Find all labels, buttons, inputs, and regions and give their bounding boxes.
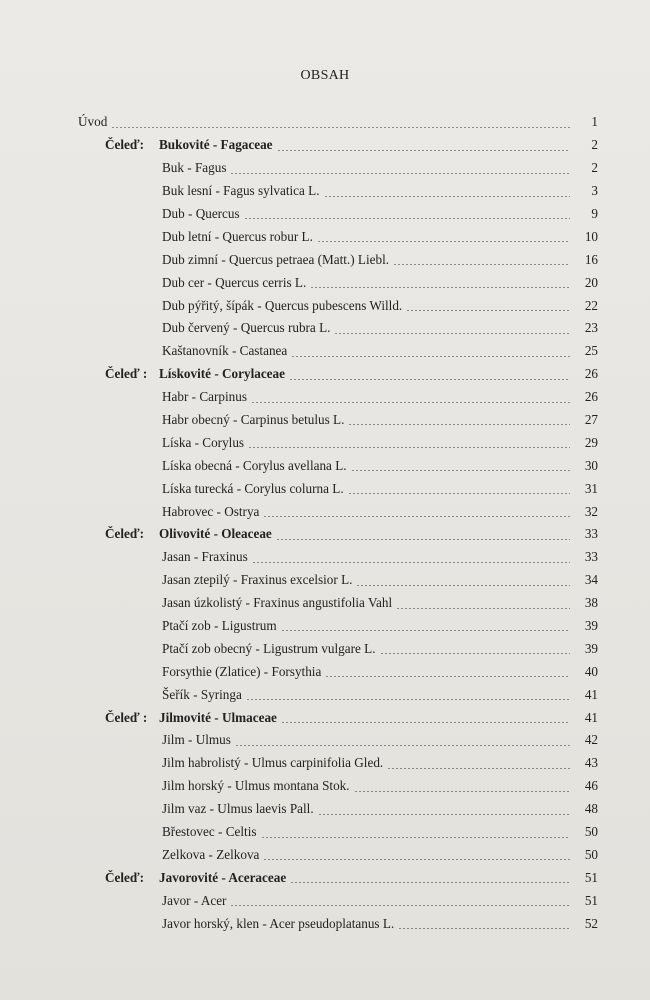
toc-family-prefix: Čeleď: [105, 137, 144, 153]
toc-entry-label-group [162, 572, 352, 588]
dot-leader [230, 905, 570, 906]
toc-page-number: 50 [584, 824, 598, 840]
toc-entry-label: Zelkova - Zelkova [162, 846, 260, 862]
toc-entry-label: Dub pýřitý, šípák - Quercus pubescens Willd. [162, 297, 403, 313]
toc-page-number: 41 [584, 709, 598, 725]
toc-page-number: 9 [591, 206, 598, 221]
toc-entry-label: Lískovité - Corylaceae [159, 366, 285, 382]
dot-leader [396, 608, 570, 609]
toc-entry-label: Jilmovité - Ulmaceae [159, 709, 277, 725]
toc-page-number: 33 [584, 549, 598, 565]
toc-page-number: 38 [584, 595, 598, 611]
toc-entry-label-group [162, 412, 344, 428]
toc-entry-row [78, 203, 598, 226]
dot-leader [325, 676, 570, 677]
toc-entry-row [78, 775, 598, 798]
toc-entry-row [78, 409, 598, 432]
toc-entry-label: Buk - Fagus [162, 160, 227, 176]
toc-entry-label: Olivovité - Oleaceae [159, 526, 272, 542]
toc-entry-row [78, 180, 598, 203]
toc-entry-label: Dub zimní - Quercus petraea (Matt.) Liebl. [162, 251, 390, 267]
toc-entry-row [78, 798, 598, 821]
toc-entry-row [78, 912, 598, 935]
toc-entry-label-group [78, 114, 107, 130]
toc-entry-label-group [105, 526, 272, 542]
toc-entry-row [78, 431, 598, 454]
dot-leader [351, 470, 570, 471]
toc-entry-label: Jasan úzkolistý - Fraxinus angustifolia Vahl [162, 595, 393, 611]
toc-entry-label-group [162, 320, 330, 336]
toc-page-number: 32 [584, 503, 598, 519]
dot-leader [251, 402, 570, 403]
toc-entry-row [78, 111, 598, 134]
dot-leader [261, 837, 571, 838]
toc-family-row [78, 363, 598, 386]
toc-entry-label-group [162, 732, 231, 748]
toc-entry-label: Úvod [78, 114, 108, 130]
toc-page-number: 51 [584, 869, 598, 885]
toc-entry-label-group [162, 916, 394, 932]
toc-page-number: 10 [584, 228, 598, 244]
dot-leader [277, 150, 570, 151]
toc-page-number: 2 [591, 137, 598, 153]
dot-leader [281, 630, 570, 631]
toc-entry-row [78, 271, 598, 294]
dot-leader [387, 768, 570, 769]
toc-entry-label-group [162, 229, 313, 245]
toc-page-number: 43 [584, 755, 598, 771]
toc-entry-row [78, 615, 598, 638]
toc-entry-row [78, 500, 598, 523]
toc-page-number: 2 [591, 160, 598, 176]
dot-leader [263, 859, 570, 860]
toc-entry-label-group [105, 366, 285, 382]
toc-entry-row [78, 729, 598, 752]
dot-leader [406, 310, 570, 311]
toc-page-number: 25 [584, 343, 598, 359]
toc-entry-row [78, 752, 598, 775]
toc-entry-label-group [162, 183, 320, 199]
toc-entry-label-group [162, 847, 259, 863]
dot-leader [318, 814, 570, 815]
dot-leader [317, 241, 570, 242]
toc-entry-label-group [105, 870, 286, 886]
toc-entry-label: Dub cer - Quercus cerris L. [162, 274, 307, 290]
toc-entry-label: Šeřík - Syringa [162, 686, 242, 702]
toc-entry-label: Líska - Corylus [162, 434, 245, 450]
toc-page-number: 22 [584, 297, 598, 313]
toc-entry-label: Jasan ztepilý - Fraxinus excelsior L. [162, 572, 353, 588]
dot-leader [111, 127, 570, 128]
toc-page-number: 39 [584, 618, 598, 634]
dot-leader [348, 493, 570, 494]
dot-leader [348, 424, 570, 425]
dot-leader [354, 791, 570, 792]
toc-page-number: 23 [584, 320, 598, 336]
toc-entry-label: Líska obecná - Corylus avellana L. [162, 457, 347, 473]
toc-page-number: 33 [584, 526, 598, 542]
toc-page-number: 29 [584, 434, 598, 450]
dot-leader [380, 653, 570, 654]
toc-page-number: 46 [584, 778, 598, 794]
toc-entry-label-group [162, 206, 240, 222]
toc-entry-label: Líska turecká - Corylus colurna L. [162, 480, 344, 496]
toc-entry-label: Bukovité - Fagaceae [159, 137, 273, 153]
toc-entry-row [78, 660, 598, 683]
toc-page-number: 48 [584, 801, 598, 817]
dot-leader [235, 745, 570, 746]
toc-family-prefix: Čeleď : [105, 709, 148, 725]
toc-entry-label-group [162, 549, 248, 565]
dot-leader [248, 447, 570, 448]
toc-page-number: 27 [584, 412, 598, 428]
toc-entry-row [78, 157, 598, 180]
dot-leader [291, 356, 570, 357]
toc-page-number: 42 [584, 732, 598, 748]
page-title: OBSAH [300, 68, 350, 83]
toc-entry-label-group [162, 641, 376, 657]
toc-entry-label-group [162, 252, 389, 268]
toc-entry-label-group [162, 824, 257, 840]
toc-entry-row [78, 317, 598, 340]
dot-leader [290, 882, 570, 883]
dot-leader [324, 196, 571, 197]
toc-page-number: 52 [584, 915, 598, 931]
dot-leader [393, 264, 570, 265]
toc-entry-row [78, 683, 598, 706]
toc-entry-label: Jasan - Fraxinus [162, 549, 248, 565]
toc-page-number: 1 [591, 114, 598, 130]
toc-family-row [78, 866, 598, 889]
dot-leader [276, 539, 570, 540]
toc-entry-label: Habrovec - Ostrya [162, 503, 260, 519]
toc-entry-label-group [105, 710, 277, 726]
toc-entry-label: Jilm vaz - Ulmus laevis Pall. [162, 801, 314, 817]
toc-entry-label-group [162, 618, 277, 634]
toc-entry-label: Kaštanovník - Castanea [162, 343, 288, 359]
toc-entry-row [78, 592, 598, 615]
toc-page-number: 3 [591, 183, 598, 199]
toc-entry-label: Dub letní - Quercus robur L. [162, 228, 313, 244]
table-of-contents [78, 111, 598, 935]
toc-entry-row [78, 844, 598, 867]
toc-page-number: 31 [584, 480, 598, 496]
dot-leader [246, 699, 570, 700]
toc-page-number: 20 [584, 274, 598, 290]
toc-entry-label: Habr obecný - Carpinus betulus L. [162, 412, 345, 428]
toc-entry-label-group [162, 687, 242, 703]
dot-leader [263, 516, 570, 517]
toc-family-row [78, 523, 598, 546]
toc-page-number: 51 [584, 892, 598, 908]
dot-leader [310, 287, 570, 288]
toc-page-number: 41 [584, 686, 598, 702]
toc-entry-label-group [162, 458, 347, 474]
toc-entry-label-group [162, 481, 344, 497]
toc-page-number: 30 [584, 457, 598, 473]
toc-entry-label: Dub červený - Quercus rubra L. [162, 320, 331, 336]
toc-entry-label: Břestovec - Celtis [162, 824, 257, 840]
toc-entry-label: Jilm - Ulmus [162, 732, 231, 748]
toc-entry-label-group [162, 298, 402, 314]
toc-family-row [78, 706, 598, 729]
toc-entry-label-group [162, 801, 314, 817]
toc-entry-row [78, 889, 598, 912]
toc-page-number: 40 [584, 663, 598, 679]
dot-leader [281, 722, 570, 723]
toc-entry-label: Buk lesní - Fagus sylvatica L. [162, 183, 320, 199]
toc-entry-label-group [162, 343, 287, 359]
toc-entry-row [78, 546, 598, 569]
toc-entry-label: Ptačí zob obecný - Ligustrum vulgare L. [162, 640, 376, 656]
toc-entry-label-group [162, 595, 392, 611]
toc-entry-label-group [162, 275, 306, 291]
toc-entry-label: Forsythie (Zlatice) - Forsythia [162, 663, 322, 679]
dot-leader [334, 333, 570, 334]
dot-leader [230, 173, 570, 174]
toc-page-number: 34 [584, 572, 598, 588]
toc-entry-label: Dub - Quercus [162, 206, 240, 221]
toc-entry-label: Jilm horský - Ulmus montana Stok. [162, 778, 350, 794]
toc-entry-row [78, 248, 598, 271]
toc-page-number: 39 [584, 640, 598, 656]
toc-entry-label-group [162, 160, 226, 176]
toc-entry-row [78, 637, 598, 660]
toc-entry-label-group [162, 435, 244, 451]
toc-family-row [78, 134, 598, 157]
toc-entry-label-group [162, 504, 259, 520]
toc-entry-label-group [105, 137, 273, 153]
toc-entry-label: Jilm habrolistý - Ulmus carpinifolia Gled. [162, 755, 384, 771]
dot-leader [289, 379, 570, 380]
toc-entry-label: Habr - Carpinus [162, 389, 247, 405]
toc-entry-label-group [162, 893, 226, 909]
toc-entry-row [78, 821, 598, 844]
dot-leader [398, 928, 570, 929]
toc-entry-label: Javor - Acer [162, 892, 227, 908]
toc-entry-label-group [162, 664, 321, 680]
toc-entry-label-group [162, 755, 383, 771]
dot-leader [244, 218, 570, 219]
toc-entry-row [78, 386, 598, 409]
toc-page-number: 26 [584, 366, 598, 382]
toc-entry-label-group [162, 389, 247, 405]
toc-entry-label: Ptačí zob - Ligustrum [162, 618, 277, 634]
toc-entry-label: Javor horský, klen - Acer pseudoplatanus L. [162, 915, 395, 931]
dot-leader [356, 585, 570, 586]
dot-leader [252, 562, 570, 563]
toc-entry-row [78, 294, 598, 317]
toc-entry-row [78, 225, 598, 248]
toc-page-number: 16 [584, 251, 598, 267]
toc-entry-label-group [162, 778, 350, 794]
toc-family-prefix: Čeleď: [105, 526, 144, 542]
toc-page-number: 26 [584, 389, 598, 405]
toc-entry-row [78, 340, 598, 363]
toc-page-number: 50 [584, 846, 598, 862]
toc-entry-label: Javorovité - Aceraceae [159, 869, 287, 885]
toc-entry-row [78, 477, 598, 500]
toc-family-prefix: Čeleď : [105, 366, 148, 382]
toc-family-prefix: Čeleď: [105, 869, 144, 885]
toc-entry-row [78, 454, 598, 477]
toc-entry-row [78, 569, 598, 592]
